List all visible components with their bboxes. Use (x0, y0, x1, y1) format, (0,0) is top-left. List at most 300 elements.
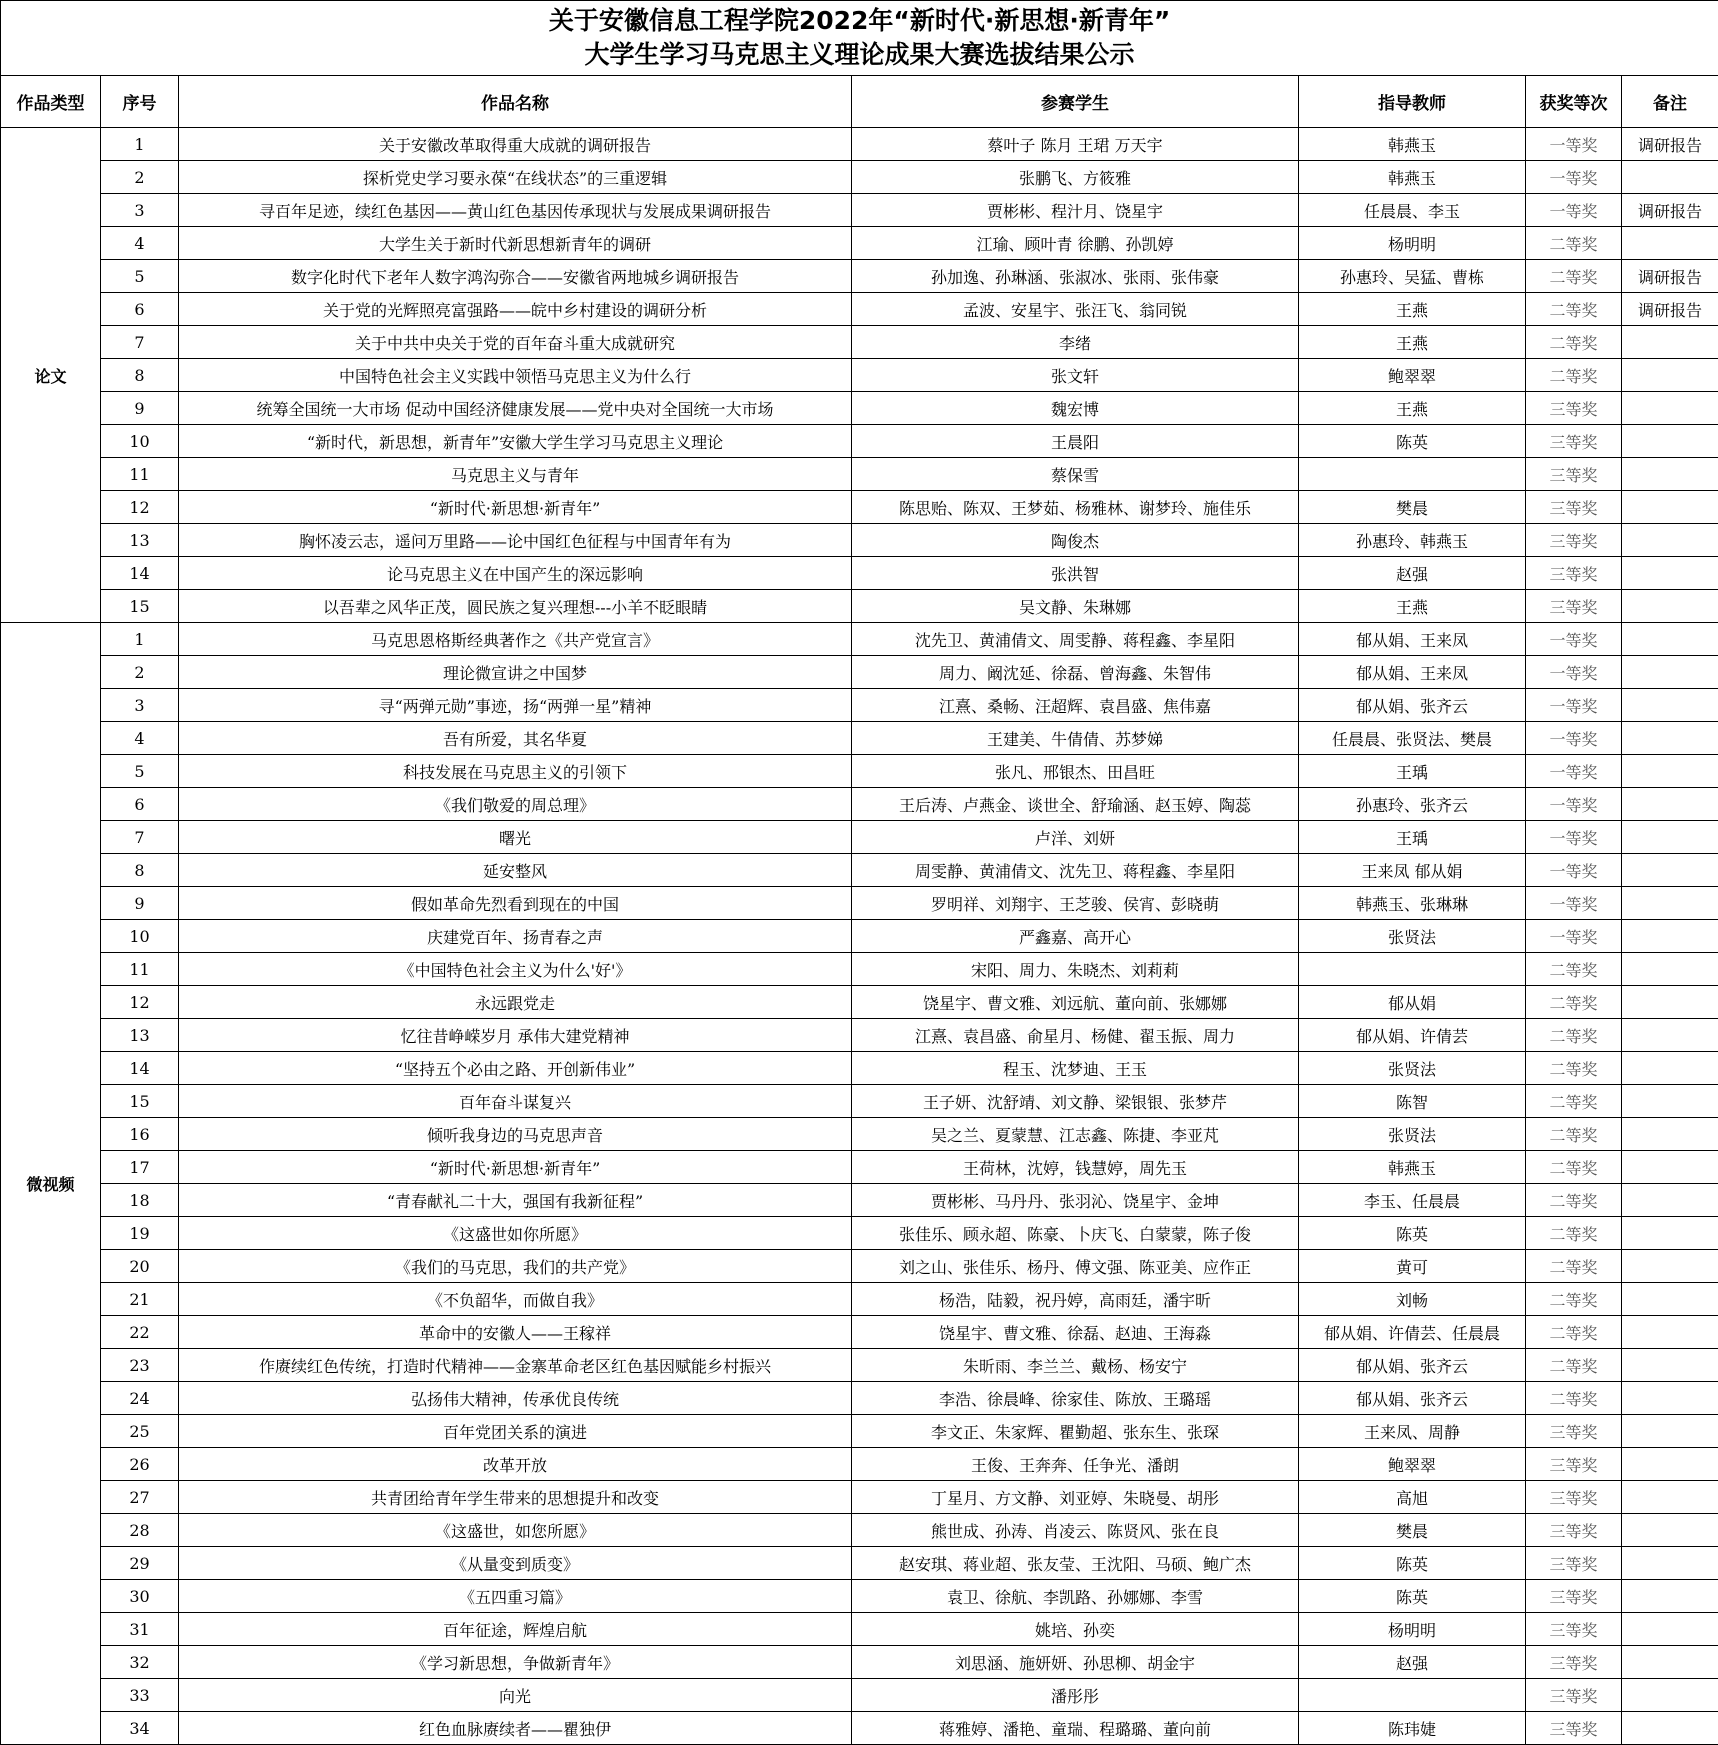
students-cell: 饶星宇、曹文雅、刘远航、董向前、张娜娜 (852, 986, 1299, 1019)
table-row (1, 788, 1718, 821)
header-note: 备注 (1622, 76, 1718, 128)
note-cell (1622, 359, 1718, 392)
table-row (1, 1415, 1718, 1448)
students-cell: 蔡叶子 陈月 王珺 万天宇 (852, 128, 1299, 161)
teachers-cell: 高旭 (1299, 1481, 1526, 1514)
teachers-cell: 樊晨 (1299, 491, 1526, 524)
title-line-1: 关于安徽信息工程学院2022年“新时代·新思想·新青年” (1, 4, 1718, 38)
row-number: 9 (101, 392, 179, 425)
teachers-cell: 樊晨 (1299, 1514, 1526, 1547)
table-row (1, 293, 1718, 326)
work-title: 《我们的马克思，我们的共产党》 (179, 1250, 852, 1283)
table-row (1, 194, 1718, 227)
row-number: 34 (101, 1712, 179, 1745)
category-cell: 微视频 (1, 623, 101, 1745)
students-cell: 熊世成、孙涛、肖凌云、陈贤风、张在良 (852, 1514, 1299, 1547)
note-cell: 调研报告 (1622, 260, 1718, 293)
teachers-cell: 王燕 (1299, 590, 1526, 623)
note-cell (1622, 1316, 1718, 1349)
note-cell (1622, 1613, 1718, 1646)
teachers-cell: 王瑀 (1299, 821, 1526, 854)
table-row (1, 260, 1718, 293)
students-cell: 王子妍、沈舒靖、刘文静、梁银银、张梦芹 (852, 1085, 1299, 1118)
table-row (1, 1448, 1718, 1481)
award-cell: 一等奖 (1526, 689, 1622, 722)
note-cell (1622, 1547, 1718, 1580)
row-number: 2 (101, 656, 179, 689)
teachers-cell: 李玉、任晨晨 (1299, 1184, 1526, 1217)
students-cell: 严鑫嘉、高开心 (852, 920, 1299, 953)
table-row (1, 1679, 1718, 1712)
students-cell: 张凡、邢银杰、田昌旺 (852, 755, 1299, 788)
teachers-cell: 韩燕玉 (1299, 1151, 1526, 1184)
teachers-cell: 郁从娟 (1299, 986, 1526, 1019)
award-cell: 一等奖 (1526, 161, 1622, 194)
work-title: 关于中共中央关于党的百年奋斗重大成就研究 (179, 326, 852, 359)
row-number: 7 (101, 326, 179, 359)
work-title: 马克思主义与青年 (179, 458, 852, 491)
students-cell: 张洪智 (852, 557, 1299, 590)
students-cell: 贾彬彬、马丹丹、张羽沁、饶星宇、金坤 (852, 1184, 1299, 1217)
row-number: 24 (101, 1382, 179, 1415)
students-cell: 王建美、牛倩倩、苏梦娣 (852, 722, 1299, 755)
award-cell: 三等奖 (1526, 1646, 1622, 1679)
award-cell: 二等奖 (1526, 1316, 1622, 1349)
row-number: 29 (101, 1547, 179, 1580)
work-title: “新时代·新思想·新青年” (179, 491, 852, 524)
teachers-cell: 韩燕玉、张琳琳 (1299, 887, 1526, 920)
note-cell (1622, 1184, 1718, 1217)
work-title: 以吾辈之风华正茂，圆民族之复兴理想---小羊不眨眼睛 (179, 590, 852, 623)
students-cell: 张文轩 (852, 359, 1299, 392)
note-cell (1622, 161, 1718, 194)
note-cell (1622, 689, 1718, 722)
note-cell (1622, 821, 1718, 854)
teachers-cell: 杨明明 (1299, 1613, 1526, 1646)
students-cell: 刘思涵、施妍妍、孙思柳、胡金宇 (852, 1646, 1299, 1679)
table-row (1, 1514, 1718, 1547)
table-row (1, 524, 1718, 557)
students-cell: 陈思贻、陈双、王梦茹、杨雅林、谢梦玲、施佳乐 (852, 491, 1299, 524)
work-title: 百年党团关系的演进 (179, 1415, 852, 1448)
teachers-cell: 陈英 (1299, 1547, 1526, 1580)
award-cell: 三等奖 (1526, 491, 1622, 524)
award-cell: 一等奖 (1526, 920, 1622, 953)
students-cell: 罗明祥、刘翔宇、王芝骏、侯宵、彭晓萌 (852, 887, 1299, 920)
students-cell: 陶俊杰 (852, 524, 1299, 557)
row-number: 19 (101, 1217, 179, 1250)
work-title: 科技发展在马克思主义的引领下 (179, 755, 852, 788)
students-cell: 张佳乐、顾永超、陈豪、卜庆飞、白蒙蒙，陈子俊 (852, 1217, 1299, 1250)
students-cell: 沈先卫、黄浦倩文、周雯静、蒋程鑫、李星阳 (852, 623, 1299, 656)
note-cell (1622, 1382, 1718, 1415)
table-row (1, 1019, 1718, 1052)
award-cell: 三等奖 (1526, 1448, 1622, 1481)
table-row (1, 1349, 1718, 1382)
award-cell: 二等奖 (1526, 1085, 1622, 1118)
row-number: 1 (101, 128, 179, 161)
table-row (1, 1283, 1718, 1316)
students-cell: 江熹、袁昌盛、俞星月、杨健、翟玉振、周力 (852, 1019, 1299, 1052)
students-cell: 蒋雅婷、潘艳、童瑞、程璐璐、董向前 (852, 1712, 1299, 1745)
title-line-2: 大学生学习马克思主义理论成果大赛选拔结果公示 (1, 38, 1718, 72)
teachers-cell: 陈玮婕 (1299, 1712, 1526, 1745)
teachers-cell (1299, 953, 1526, 986)
award-cell: 三等奖 (1526, 1481, 1622, 1514)
teachers-cell: 韩燕玉 (1299, 161, 1526, 194)
award-cell: 三等奖 (1526, 1415, 1622, 1448)
table-row (1, 887, 1718, 920)
row-number: 4 (101, 722, 179, 755)
teachers-cell: 张贤法 (1299, 1118, 1526, 1151)
students-cell: 李文正、朱家辉、瞿勤超、张东生、张琛 (852, 1415, 1299, 1448)
teachers-cell: 王燕 (1299, 293, 1526, 326)
work-title: 胸怀凌云志，遥问万里路——论中国红色征程与中国青年有为 (179, 524, 852, 557)
award-cell: 三等奖 (1526, 425, 1622, 458)
teachers-cell: 王燕 (1299, 326, 1526, 359)
work-title: 永远跟党走 (179, 986, 852, 1019)
note-cell (1622, 1580, 1718, 1613)
award-cell: 二等奖 (1526, 1151, 1622, 1184)
teachers-cell: 郁从娟、张齐云 (1299, 1382, 1526, 1415)
students-cell: 魏宏博 (852, 392, 1299, 425)
row-number: 13 (101, 1019, 179, 1052)
work-title: 百年奋斗谋复兴 (179, 1085, 852, 1118)
header-row (1, 76, 1718, 128)
students-cell: 程玉、沈梦迪、王玉 (852, 1052, 1299, 1085)
work-title: 吾有所爱，其名华夏 (179, 722, 852, 755)
note-cell (1622, 1646, 1718, 1679)
award-cell: 三等奖 (1526, 1679, 1622, 1712)
row-number: 13 (101, 524, 179, 557)
teachers-cell: 赵强 (1299, 1646, 1526, 1679)
row-number: 10 (101, 425, 179, 458)
award-cell: 二等奖 (1526, 1217, 1622, 1250)
award-cell: 二等奖 (1526, 260, 1622, 293)
row-number: 15 (101, 590, 179, 623)
award-cell: 二等奖 (1526, 1118, 1622, 1151)
note-cell (1622, 1085, 1718, 1118)
students-cell: 王后涛、卢燕金、谈世全、舒瑜涵、赵玉婷、陶蕊 (852, 788, 1299, 821)
note-cell (1622, 590, 1718, 623)
row-number: 10 (101, 920, 179, 953)
row-number: 21 (101, 1283, 179, 1316)
header-title: 作品名称 (179, 76, 852, 128)
note-cell (1622, 953, 1718, 986)
note-cell (1622, 1052, 1718, 1085)
table-row (1, 326, 1718, 359)
table-row (1, 491, 1718, 524)
teachers-cell: 陈英 (1299, 1217, 1526, 1250)
table-row (1, 1712, 1718, 1745)
work-title: 作赓续红色传统，打造时代精神——金寨革命老区红色基因赋能乡村振兴 (179, 1349, 852, 1382)
row-number: 9 (101, 887, 179, 920)
work-title: 《五四重习篇》 (179, 1580, 852, 1613)
row-number: 4 (101, 227, 179, 260)
teachers-cell: 任晨晨、张贤法、樊晨 (1299, 722, 1526, 755)
row-number: 11 (101, 953, 179, 986)
award-cell: 二等奖 (1526, 1052, 1622, 1085)
table-row (1, 1250, 1718, 1283)
row-number: 16 (101, 1118, 179, 1151)
table-row (1, 1085, 1718, 1118)
award-cell: 二等奖 (1526, 986, 1622, 1019)
row-number: 17 (101, 1151, 179, 1184)
award-cell: 二等奖 (1526, 227, 1622, 260)
note-cell (1622, 524, 1718, 557)
table-row (1, 821, 1718, 854)
teachers-cell: 韩燕玉 (1299, 128, 1526, 161)
teachers-cell: 孙惠玲、张齐云 (1299, 788, 1526, 821)
row-number: 3 (101, 689, 179, 722)
award-cell: 一等奖 (1526, 656, 1622, 689)
teachers-cell: 陈英 (1299, 425, 1526, 458)
row-number: 7 (101, 821, 179, 854)
note-cell (1622, 1217, 1718, 1250)
row-number: 31 (101, 1613, 179, 1646)
work-title: 《不负韶华，而做自我》 (179, 1283, 852, 1316)
note-cell (1622, 887, 1718, 920)
table-row (1, 557, 1718, 590)
students-cell: 孙加逸、孙琳涵、张淑冰、张雨、张伟豪 (852, 260, 1299, 293)
table-row (1, 1316, 1718, 1349)
row-number: 11 (101, 458, 179, 491)
award-cell: 二等奖 (1526, 326, 1622, 359)
award-cell: 二等奖 (1526, 1019, 1622, 1052)
table-row (1, 1382, 1718, 1415)
students-cell: 丁星月、方文静、刘亚婷、朱晓曼、胡彤 (852, 1481, 1299, 1514)
table-row (1, 689, 1718, 722)
award-cell: 二等奖 (1526, 953, 1622, 986)
work-title: “青春献礼二十大，强国有我新征程” (179, 1184, 852, 1217)
row-number: 12 (101, 491, 179, 524)
teachers-cell: 张贤法 (1299, 1052, 1526, 1085)
students-cell: 王荷林，沈婷，钱慧婷，周先玉 (852, 1151, 1299, 1184)
row-number: 1 (101, 623, 179, 656)
table-row (1, 1217, 1718, 1250)
work-title: 数字化时代下老年人数字鸿沟弥合——安徽省两地城乡调研报告 (179, 260, 852, 293)
note-cell (1622, 1349, 1718, 1382)
table-row (1, 1580, 1718, 1613)
teachers-cell: 陈英 (1299, 1580, 1526, 1613)
work-title: 倾听我身边的马克思声音 (179, 1118, 852, 1151)
table-row (1, 953, 1718, 986)
students-cell: 姚培、孙奕 (852, 1613, 1299, 1646)
award-cell: 三等奖 (1526, 458, 1622, 491)
teachers-cell: 郁从娟、王来凤 (1299, 623, 1526, 656)
note-cell (1622, 1514, 1718, 1547)
work-title: 理论微宣讲之中国梦 (179, 656, 852, 689)
teachers-cell: 鲍翠翠 (1299, 1448, 1526, 1481)
teachers-cell: 郁从娟、许倩芸 (1299, 1019, 1526, 1052)
row-number: 3 (101, 194, 179, 227)
teachers-cell: 黄可 (1299, 1250, 1526, 1283)
table-row (1, 1547, 1718, 1580)
work-title: 红色血脉赓续者——瞿独伊 (179, 1712, 852, 1745)
students-cell: 王俊、王奔奔、任争光、潘朗 (852, 1448, 1299, 1481)
table-row (1, 128, 1718, 161)
table-row (1, 161, 1718, 194)
students-cell: 刘之山、张佳乐、杨丹、傅文强、陈亚美、应作正 (852, 1250, 1299, 1283)
work-title: 《中国特色社会主义为什么'好'》 (179, 953, 852, 986)
students-cell: 江熹、桑畅、汪超辉、袁昌盛、焦伟嘉 (852, 689, 1299, 722)
document-title (1, 1, 1718, 76)
table-row (1, 227, 1718, 260)
students-cell: 赵安琪、蒋业超、张友莹、王沈阳、马硕、鲍广杰 (852, 1547, 1299, 1580)
header-teachers: 指导教师 (1299, 76, 1526, 128)
row-number: 2 (101, 161, 179, 194)
teachers-cell: 王来凤 郁从娟 (1299, 854, 1526, 887)
row-number: 18 (101, 1184, 179, 1217)
students-cell: 江瑜、顾叶青 徐鹏、孙凯婷 (852, 227, 1299, 260)
row-number: 20 (101, 1250, 179, 1283)
note-cell (1622, 656, 1718, 689)
note-cell (1622, 1283, 1718, 1316)
table-row (1, 623, 1718, 656)
teachers-cell: 陈智 (1299, 1085, 1526, 1118)
award-cell: 一等奖 (1526, 623, 1622, 656)
award-cell: 三等奖 (1526, 1514, 1622, 1547)
teachers-cell: 赵强 (1299, 557, 1526, 590)
row-number: 25 (101, 1415, 179, 1448)
teachers-cell: 孙惠玲、韩燕玉 (1299, 524, 1526, 557)
work-title: 百年征途，辉煌启航 (179, 1613, 852, 1646)
work-title: 《我们敬爱的周总理》 (179, 788, 852, 821)
teachers-cell: 王燕 (1299, 392, 1526, 425)
teachers-cell: 任晨晨、李玉 (1299, 194, 1526, 227)
teachers-cell: 郁从娟、王来凤 (1299, 656, 1526, 689)
work-title: 忆往昔峥嵘岁月 承伟大建党精神 (179, 1019, 852, 1052)
work-title: 《这盛世如你所愿》 (179, 1217, 852, 1250)
students-cell: 李绪 (852, 326, 1299, 359)
note-cell (1622, 1679, 1718, 1712)
work-title: “新时代·新思想·新青年” (179, 1151, 852, 1184)
students-cell: 李浩、徐晨峰、徐家佳、陈放、王璐瑶 (852, 1382, 1299, 1415)
table-row (1, 1052, 1718, 1085)
teachers-cell: 张贤法 (1299, 920, 1526, 953)
students-cell: 王晨阳 (852, 425, 1299, 458)
note-cell (1622, 854, 1718, 887)
award-cell: 一等奖 (1526, 854, 1622, 887)
award-cell: 三等奖 (1526, 524, 1622, 557)
table-row (1, 590, 1718, 623)
teachers-cell: 鲍翠翠 (1299, 359, 1526, 392)
work-title: 大学生关于新时代新思想新青年的调研 (179, 227, 852, 260)
row-number: 5 (101, 755, 179, 788)
teachers-cell (1299, 1679, 1526, 1712)
table-row (1, 392, 1718, 425)
note-cell (1622, 392, 1718, 425)
award-cell: 三等奖 (1526, 590, 1622, 623)
note-cell (1622, 1712, 1718, 1745)
note-cell (1622, 458, 1718, 491)
work-title: 中国特色社会主义实践中领悟马克思主义为什么行 (179, 359, 852, 392)
table-row (1, 359, 1718, 392)
award-cell: 三等奖 (1526, 557, 1622, 590)
header-type: 作品类型 (1, 76, 101, 128)
row-number: 6 (101, 788, 179, 821)
students-cell: 蔡保雪 (852, 458, 1299, 491)
students-cell: 袁卫、徐航、李凯路、孙娜娜、李雪 (852, 1580, 1299, 1613)
table-row (1, 722, 1718, 755)
teachers-cell: 杨明明 (1299, 227, 1526, 260)
note-cell (1622, 788, 1718, 821)
note-cell (1622, 326, 1718, 359)
work-title: 共青团给青年学生带来的思想提升和改变 (179, 1481, 852, 1514)
award-cell: 二等奖 (1526, 1250, 1622, 1283)
teachers-cell: 刘畅 (1299, 1283, 1526, 1316)
work-title: 寻百年足迹，续红色基因——黄山红色基因传承现状与发展成果调研报告 (179, 194, 852, 227)
students-cell: 周雯静、黄浦倩文、沈先卫、蒋程鑫、李星阳 (852, 854, 1299, 887)
note-cell (1622, 1481, 1718, 1514)
table-row (1, 1184, 1718, 1217)
row-number: 6 (101, 293, 179, 326)
work-title: 统筹全国统一大市场 促动中国经济健康发展——党中央对全国统一大市场 (179, 392, 852, 425)
note-cell (1622, 986, 1718, 1019)
note-cell (1622, 722, 1718, 755)
teachers-cell: 郁从娟、张齐云 (1299, 689, 1526, 722)
award-cell: 二等奖 (1526, 293, 1622, 326)
award-cell: 一等奖 (1526, 887, 1622, 920)
row-number: 23 (101, 1349, 179, 1382)
table-row (1, 920, 1718, 953)
header-students: 参赛学生 (852, 76, 1299, 128)
header-award: 获奖等次 (1526, 76, 1622, 128)
table-row (1, 1481, 1718, 1514)
work-title: 关于党的光辉照亮富强路——皖中乡村建设的调研分析 (179, 293, 852, 326)
award-cell: 二等奖 (1526, 1184, 1622, 1217)
note-cell (1622, 1250, 1718, 1283)
teachers-cell: 王来凤、周静 (1299, 1415, 1526, 1448)
row-number: 14 (101, 557, 179, 590)
award-cell: 三等奖 (1526, 1580, 1622, 1613)
work-title: 向光 (179, 1679, 852, 1712)
row-number: 5 (101, 260, 179, 293)
note-cell (1622, 227, 1718, 260)
students-cell: 孟波、安星宇、张汪飞、翁同锐 (852, 293, 1299, 326)
students-cell: 张鹏飞、方筱雅 (852, 161, 1299, 194)
teachers-cell: 郁从娟、张齐云 (1299, 1349, 1526, 1382)
work-title: 探析党史学习要永葆“在线状态”的三重逻辑 (179, 161, 852, 194)
work-title: 寻“两弹元勋”事迹，扬“两弹一星”精神 (179, 689, 852, 722)
work-title: 马克思恩格斯经典著作之《共产党宣言》 (179, 623, 852, 656)
table-row (1, 1646, 1718, 1679)
students-cell: 吴之兰、夏蒙慧、江志鑫、陈捷、李亚芃 (852, 1118, 1299, 1151)
category-cell: 论文 (1, 128, 101, 623)
row-number: 33 (101, 1679, 179, 1712)
award-cell: 一等奖 (1526, 821, 1622, 854)
students-cell: 杨浩，陆毅，祝丹婷，高雨廷，潘宇昕 (852, 1283, 1299, 1316)
students-cell: 周力、阚沈延、徐磊、曾海鑫、朱智伟 (852, 656, 1299, 689)
table-row (1, 755, 1718, 788)
note-cell (1622, 755, 1718, 788)
row-number: 8 (101, 854, 179, 887)
work-title: 庆建党百年、扬青春之声 (179, 920, 852, 953)
award-cell: 一等奖 (1526, 788, 1622, 821)
note-cell (1622, 623, 1718, 656)
award-cell: 二等奖 (1526, 1283, 1622, 1316)
students-cell: 宋阳、周力、朱晓杰、刘莉莉 (852, 953, 1299, 986)
table-row (1, 854, 1718, 887)
row-number: 22 (101, 1316, 179, 1349)
award-cell: 二等奖 (1526, 1382, 1622, 1415)
row-number: 14 (101, 1052, 179, 1085)
award-cell: 三等奖 (1526, 392, 1622, 425)
work-title: 弘扬伟大精神，传承优良传统 (179, 1382, 852, 1415)
students-cell: 吴文静、朱琳娜 (852, 590, 1299, 623)
note-cell: 调研报告 (1622, 128, 1718, 161)
work-title: 假如革命先烈看到现在的中国 (179, 887, 852, 920)
